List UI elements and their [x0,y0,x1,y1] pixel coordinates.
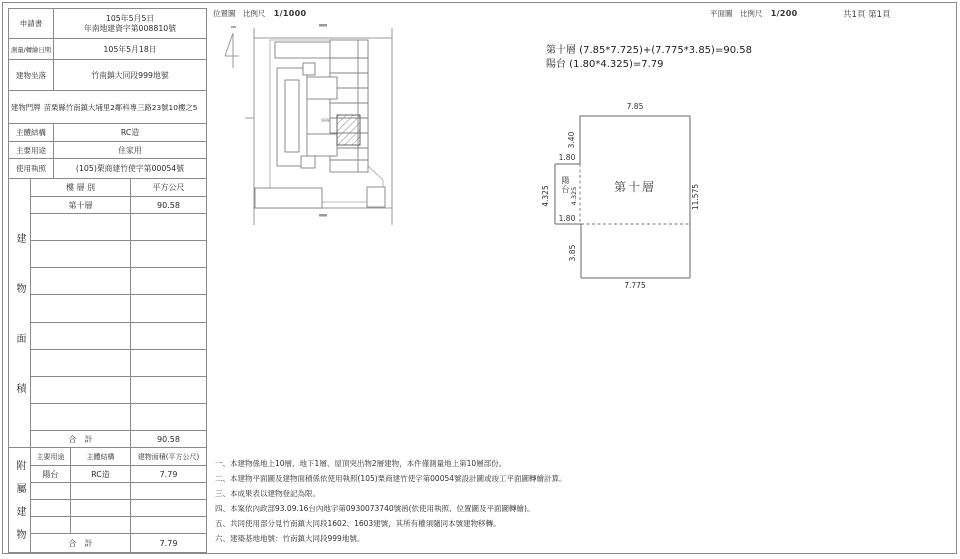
annex-area-cell: 7.79 [159,469,178,479]
dim-top: 7.85 [626,102,644,111]
area-formula [546,44,752,71]
annex-data-row [31,466,206,483]
note-line-3: 三、本成果表以建物登記為限。 [215,489,320,498]
annex-header-row [31,448,206,466]
note-line-1: 一、本建物係地上10層、地下1層、屋頂突出物2層建物，本件僅測量地上第10層部份。 [215,459,507,468]
main-use-value: 住家用 [118,145,142,155]
note-line-2: 二、本建物平面圖及建物面積係依使用執照(105)栗商建竹使字第00054號設計圖或竣工平面圖轉繪計算。 [215,474,567,483]
area-total-row [31,431,206,447]
annex-empty-row [31,517,206,534]
annex-use-header: 主要用途 [31,448,71,465]
floor-plan-dashed-lines [580,164,690,224]
row-survey-date [9,39,206,60]
floor-name-cell: 第十層 [31,197,131,213]
location-map-title: 位置圖 [213,9,236,18]
row-main-use [9,142,206,159]
annex-empty-row [31,483,206,500]
annex-total-row [31,534,206,552]
annex-total-label: 合 計 [31,534,131,552]
application-date: 105年5月5日 [105,13,155,23]
area-header-row [31,179,206,197]
dim-balcony-inner: 4.325 [570,186,578,206]
floor-scale-value: 1/200 [770,9,798,18]
row-application [9,9,206,39]
dim-right: 11.575 [691,183,700,211]
dim-bottom: 7.775 [624,281,646,290]
application-value [54,9,206,38]
building-address-label: 建物門牌 [11,102,41,112]
building-location-value: 竹南鎮大同段999地號 [91,70,169,80]
annex-area-header: 建物面積(平方公尺) [137,452,200,461]
annex-structure-header: 主體結構 [71,448,131,465]
sqm-column-header: 平方公尺 [152,183,185,192]
area-empty-row [31,214,206,241]
annex-building-section [9,448,206,552]
area-empty-row [31,323,206,350]
area-empty-row [31,241,206,268]
main-structure-label: 主體結構 [9,124,54,141]
dim-balcony-bottom: 1.80 [558,214,576,223]
annex-cells [31,448,206,552]
building-location-label: 建物坐落 [9,60,54,90]
balcony-label: 陽台 [561,176,570,194]
location-scale-value: 1/1000 [273,9,307,18]
dim-balcony-left: 4.325 [541,185,550,207]
building-address-value: 苗栗縣竹南鎮大埔里2鄰科專三路23號10樓之5 [43,102,198,112]
building-area-side-column [9,179,31,447]
area-data-row [31,197,206,214]
area-empty-row [31,404,206,431]
dim-left-lower: 3.85 [568,244,577,262]
floor-plan-dimensions [541,102,700,290]
dim-balcony-top: 1.80 [558,153,576,162]
annex-empty-row [31,500,206,517]
area-empty-row [31,350,206,377]
building-info-table [8,8,207,553]
use-permit-value: (105)栗商建竹使字第00054號 [75,164,185,173]
area-total-value: 90.58 [157,434,180,444]
area-empty-row [31,268,206,295]
annex-total-value: 7.79 [159,538,178,548]
row-building-address [9,91,206,124]
area-empty-row [31,377,206,404]
parcel-number-label: 999 [321,119,330,124]
floor-plan-caption [710,8,797,19]
notes-list [215,456,567,546]
building-footprints [255,40,385,208]
annex-side-label: 附屬建物 [14,460,25,552]
survey-date-value: 105年5月18日 [103,44,157,54]
row-main-structure [9,124,206,142]
subject-unit-hatched [337,115,360,145]
note-line-4: 四、本案依內政部93.09.16台內地字第0930073740號函(依使用執照、位置圖及平面圖轉繪)。 [215,504,535,513]
room-label: 第十層 [613,180,657,194]
location-map [245,18,490,248]
building-area-cells [31,179,206,447]
floor-column-header: 樓 層 別 [31,179,131,196]
north-arrow-icon [222,26,244,72]
row-use-permit [9,159,206,179]
annex-structure-cell: RC造 [71,466,131,482]
note-line-6: 六、建築基地地號：竹南鎮大同段999地號。 [215,534,365,543]
main-structure-value: RC造 [120,128,140,137]
use-permit-label: 使用執照 [9,159,54,178]
survey-date-label: 測量/轉繪日期 [9,39,54,59]
floor-scale-label: 比例尺 [739,9,763,18]
floor-area-formula: 第十層 (7.85*7.725)+(7.775*3.85)=90.58 [546,45,752,56]
page-count: 共1頁 第1頁 [843,10,891,20]
location-scale-label: 比例尺 [242,9,266,18]
application-doc-number: 年南地建資字第008810號 [83,23,177,33]
floor-area-cell: 90.58 [157,200,180,210]
dim-left-upper: 3.40 [567,131,576,149]
note-line-5: 五、共同使用部分見竹南鎮大同段1602、1603建號，其所有權須隨同本號建物移轉。 [215,519,501,528]
building-area-side-label: 建物面積 [14,233,25,433]
row-building-location [9,60,206,91]
map-label-mark-bottom [319,214,327,217]
main-use-label: 主要用途 [9,142,54,158]
application-label: 申請書 [9,9,54,38]
floor-plan-title: 平面圖 [710,9,733,18]
area-empty-row [31,295,206,322]
building-area-section [9,179,206,448]
area-total-label: 合 計 [31,431,131,447]
annex-side-column [9,448,31,552]
annex-use-cell: 陽台 [31,466,71,482]
map-label-mark-top [319,24,327,27]
balcony-area-formula: 陽台 (1.80*4.325)=7.79 [546,58,664,70]
